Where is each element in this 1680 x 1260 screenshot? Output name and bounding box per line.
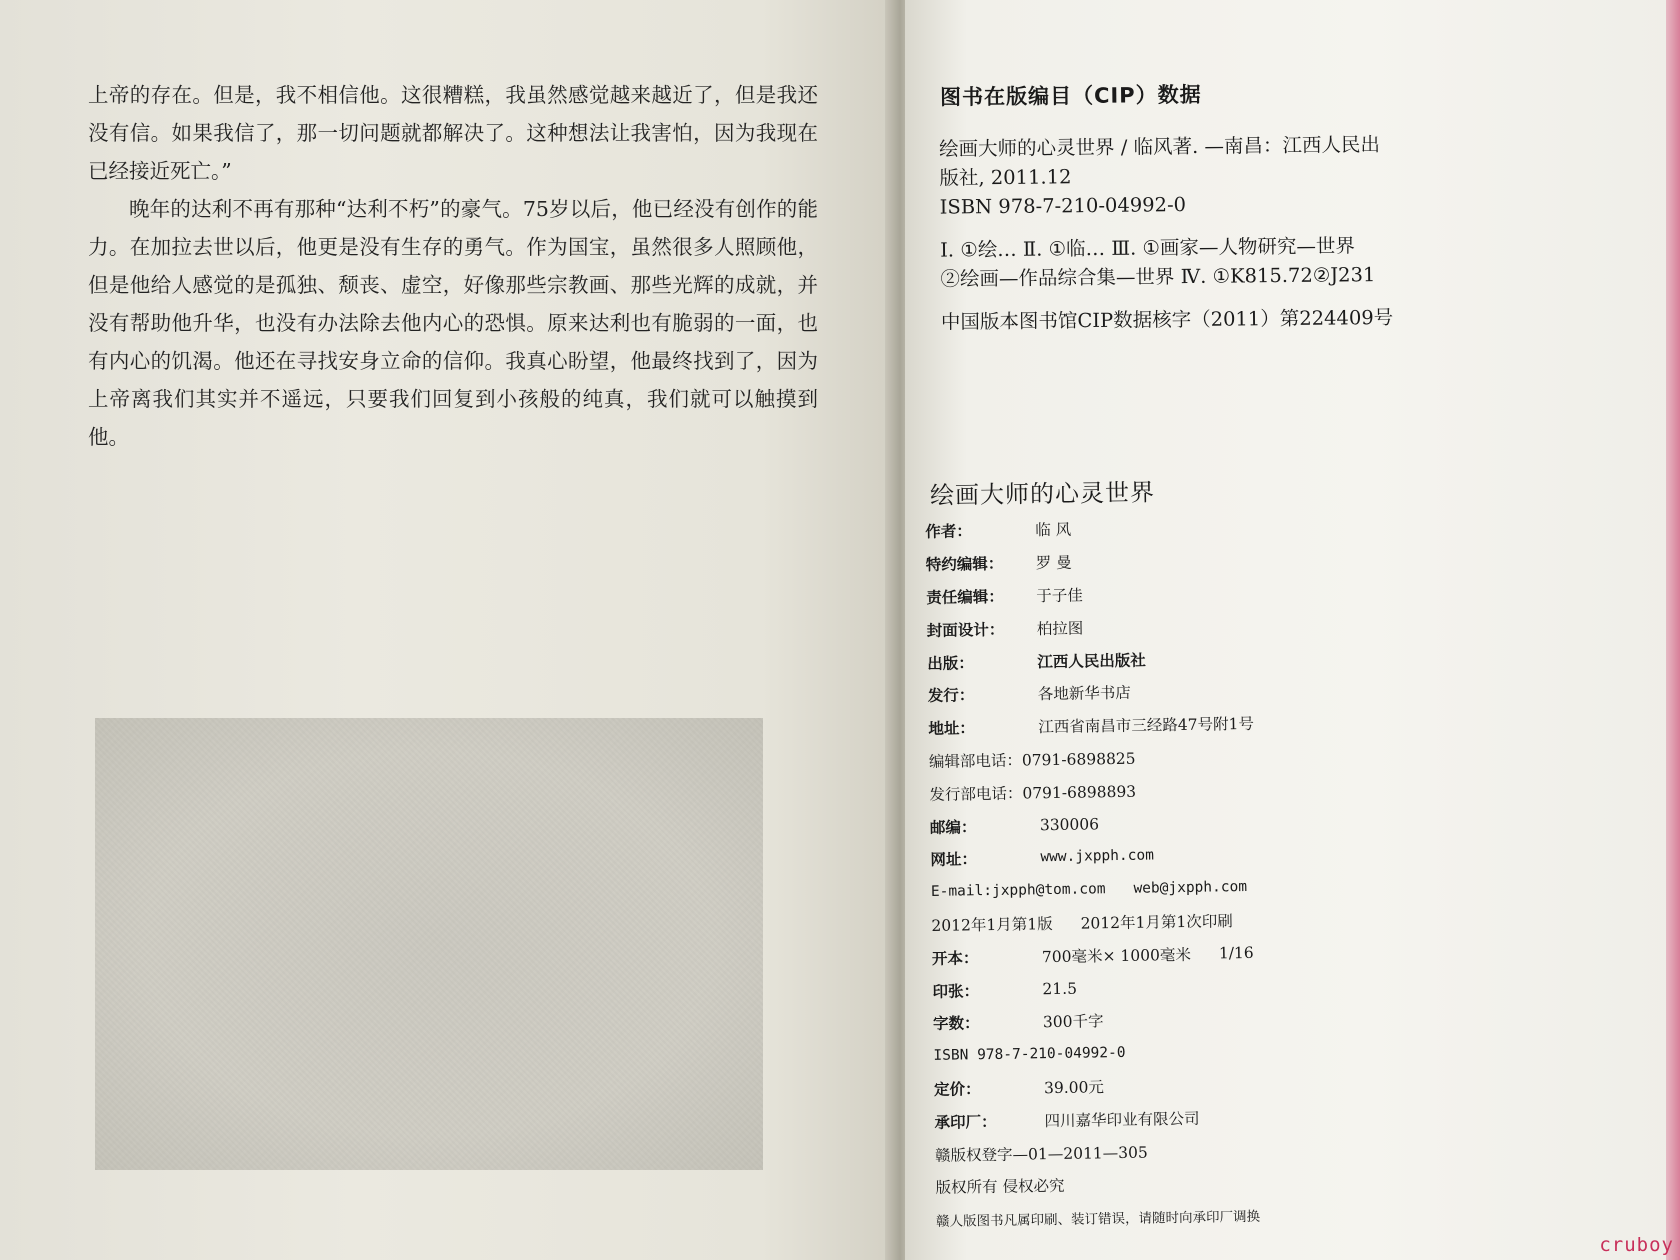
row-label: 网址：: [930, 850, 978, 870]
left-page-text: [88, 76, 818, 456]
row-value: 发行部电话：0791-6898893: [929, 782, 1137, 804]
book-title: 绘画大师的心灵世界: [929, 478, 1156, 510]
row-value: 罗 曼: [1035, 553, 1072, 573]
cip-line: 绘画大师的心灵世界 / 临风著. —南昌：江西人民出: [938, 133, 1381, 161]
row-value: 各地新华书店: [1037, 684, 1131, 704]
row-value: web@jxpph.com: [1133, 879, 1248, 897]
row-label: 承印厂：: [934, 1112, 997, 1132]
row-label: 封面设计：: [926, 620, 1005, 640]
row-label: 责任编辑：: [926, 587, 1004, 607]
photo-texture: [95, 718, 763, 1170]
row-label: 地址：: [928, 719, 976, 739]
cip-record: [939, 129, 1441, 336]
watermark: cruboy: [1599, 1234, 1674, 1256]
row-value: 2012年1月第1次印刷: [1080, 912, 1233, 933]
row-value: 江西人民出版社: [1037, 650, 1146, 671]
row-value: 版权所有 侵权必究: [935, 1177, 1065, 1198]
row-value: 1/16: [1218, 943, 1254, 963]
colophon-list: [925, 507, 1416, 1236]
row-value: 21.5: [1042, 979, 1078, 998]
row-value: 柏拉图: [1036, 619, 1084, 639]
row-label: 开本：: [931, 948, 979, 968]
paragraph-2: 晚年的达利不再有那种“达利不朽”的豪气。75岁以后，他已经没有创作的能力。在加拉去世以后，他更是没有生存的勇气。作为国宝，虽然很多人照顾他，但是他给人感觉的是孤独、颓丧、虚空，好像那些宗教画、那些光辉的成就，并没有帮助他升华，也没有办法除去他内心的恐惧。原来达利也有脆弱的一面，也有内心的饥渴。他还在寻找安身立命的信仰。我真心盼望，他最终找到了，因为上帝离我们其实并不遥远，只要我们回复到小孩般的纯真，我们就可以触摸到他。: [88, 197, 818, 449]
row-label: 定价：: [933, 1080, 981, 1099]
cip-line: Ⅰ. ①绘… Ⅱ. ①临… Ⅲ. ①画家—人物研究—世界: [940, 234, 1356, 262]
row-value: 300千字: [1042, 1012, 1104, 1032]
row-value: 四川嘉华印业有限公司: [1044, 1109, 1200, 1130]
paragraph-1: 上帝的存在。但是，我不相信他。这很糟糕，我虽然感觉越来越近了，但是我还没有信。如果我信了，那一切问题就都解决了。这种想法让我害怕，因为我现在已经接近死亡。”: [88, 83, 818, 183]
page-photo: [95, 718, 763, 1170]
row-value: 临 风: [1035, 521, 1072, 540]
cip-line: 版社, 2011.12: [939, 165, 1072, 190]
row-value: E-mail:jxpph@tom.com: [930, 881, 1106, 901]
cip-line: ISBN 978-7-210-04992-0: [939, 193, 1187, 219]
row-value: ISBN 978-7-210-04992-0: [933, 1045, 1126, 1065]
row-value: 赣版权登字—01—2011—305: [934, 1143, 1148, 1165]
cip-line: 中国版本图书馆CIP数据核字（2011）第224409号: [940, 305, 1394, 334]
row-label: 出版：: [927, 653, 974, 673]
row-label: 特约编辑：: [925, 554, 1004, 575]
row-label: 印张：: [932, 981, 980, 1001]
row-value: 330006: [1039, 814, 1100, 834]
row-value: www.jxpph.com: [1040, 847, 1155, 866]
row-value: 于子佳: [1036, 586, 1083, 606]
row-value: 39.00元: [1043, 1078, 1105, 1098]
row-value: 700毫米× 1000毫米: [1041, 945, 1192, 966]
row-label: 作者：: [925, 522, 972, 542]
row-label: 发行：: [927, 686, 975, 706]
cip-heading: 图书在版编目（CIP）数据: [939, 82, 1202, 110]
row-value: 赣人版图书凡属印刷、装订错误，请随时向承印厂调换: [935, 1208, 1261, 1231]
cip-line: ②绘画—作品综合集—世界 Ⅳ. ①K815.72②J231: [940, 263, 1376, 291]
row-value: 编辑部电话：0791-6898825: [928, 749, 1136, 771]
pink-background-edge: [1666, 0, 1680, 1260]
row-value: 2012年1月第1版: [931, 915, 1053, 935]
row-label: 邮编：: [929, 817, 977, 837]
row-label: 字数：: [932, 1014, 980, 1034]
row-value: 江西省南昌市三经路47号附1号: [1038, 715, 1255, 737]
